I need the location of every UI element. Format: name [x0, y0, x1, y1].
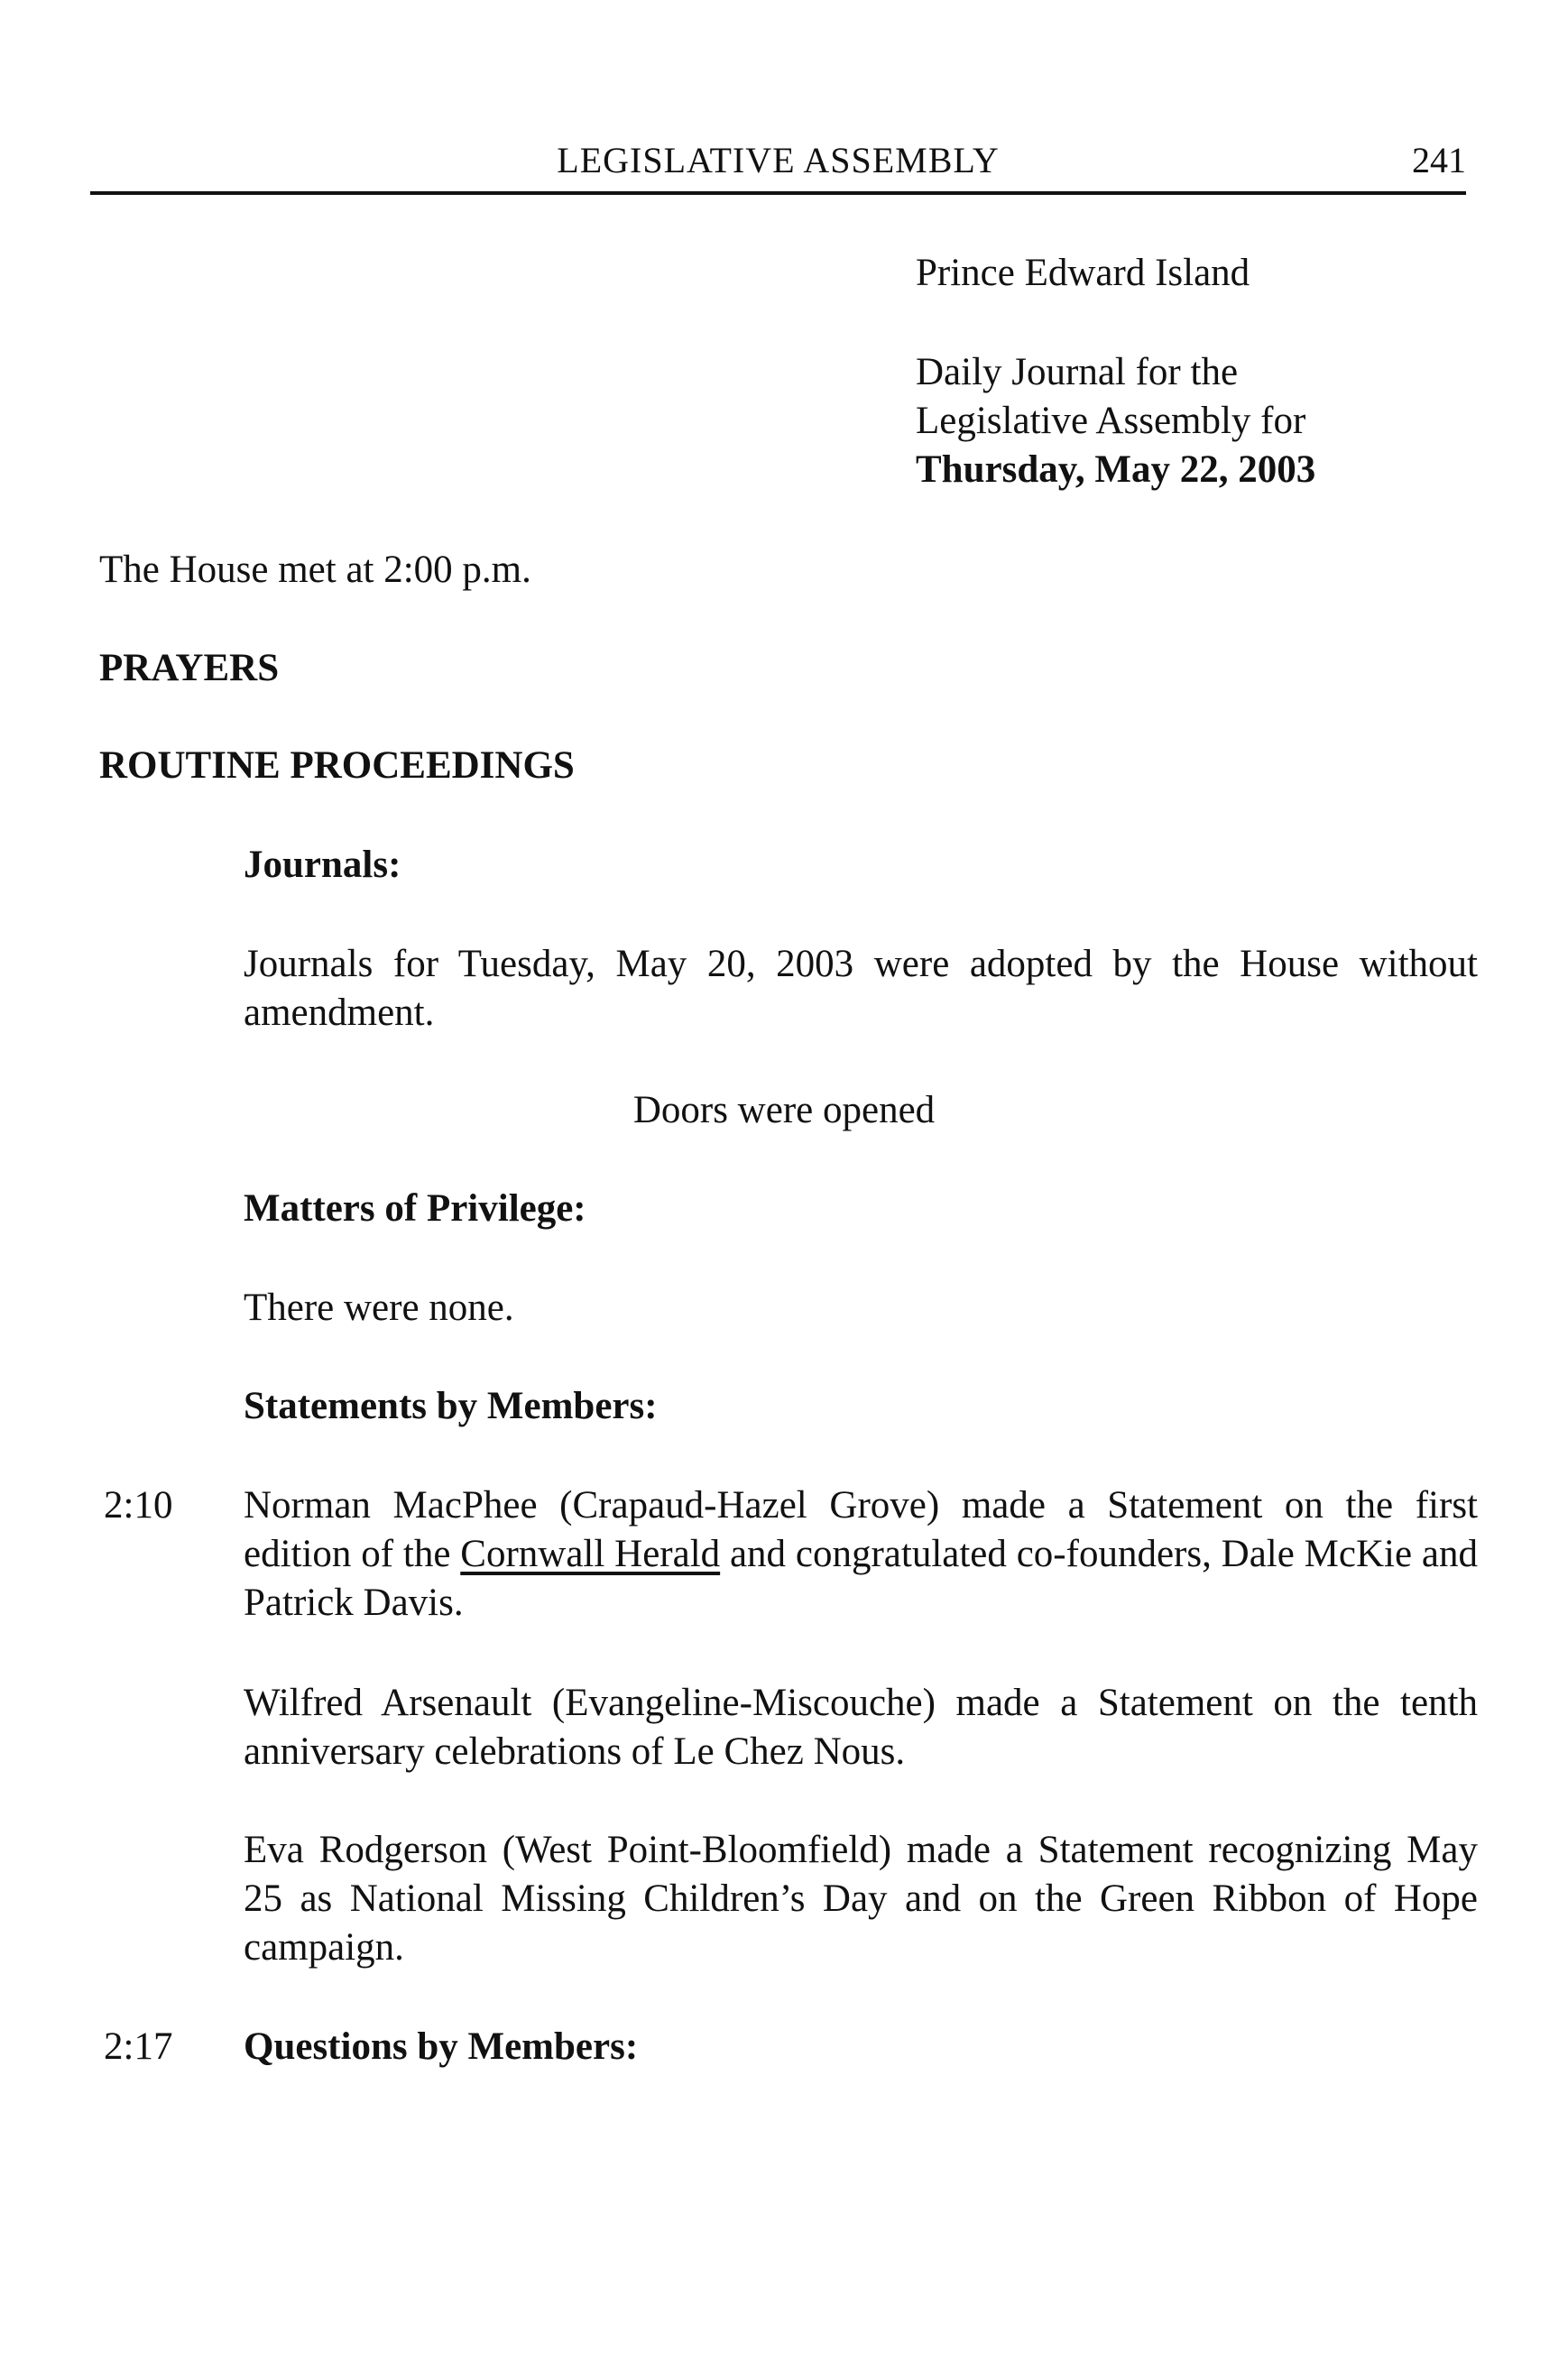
privilege-heading: Matters of Privilege: — [244, 1187, 586, 1230]
routine-proceedings-heading: ROUTINE PROCEEDINGS — [99, 744, 575, 787]
questions-time: 2:17 — [104, 2025, 173, 2068]
sitting-date: Thursday, May 22, 2003 — [916, 448, 1316, 491]
journals-heading: Journals: — [244, 844, 401, 886]
statement-item: Wilfred Arsenault (Evangeline-Miscouche) made a Statement on the tenth anniversary celebrations of Le Chez Nous. — [244, 1682, 1478, 1773]
statement-text-after: and congratulated co-founders, Dale McKie and Patrick Davis. — [244, 1533, 1478, 1624]
statement-item — [244, 1481, 1478, 1628]
publication-title: Cornwall Herald — [460, 1533, 721, 1575]
privilege-text: There were none. — [244, 1287, 514, 1329]
doors-opened-line: Doors were opened — [632, 1089, 936, 1131]
running-title: LEGISLATIVE ASSEMBLY — [557, 140, 1000, 180]
journals-text: Journals for Tuesday, May 20, 2003 were adopted by the House without amendment. — [244, 943, 1478, 1034]
page-number: 241 — [1412, 140, 1466, 180]
journal-line-1: Daily Journal for the — [916, 351, 1239, 393]
running-header — [90, 135, 1466, 195]
province-name: Prince Edward Island — [916, 252, 1250, 294]
questions-heading: Questions by Members: — [244, 2025, 639, 2068]
prayers-heading: PRAYERS — [99, 647, 280, 689]
statement-item: Eva Rodgerson (West Point-Bloomfield) made a Statement recognizing May 25 as National Missing Children’s Day and on the Green Ribbon of Hope campaign. — [244, 1829, 1478, 1969]
statements-heading: Statements by Members: — [244, 1385, 658, 1427]
house-met-line: The House met at 2:00 p.m. — [99, 549, 531, 591]
statement-text-before: Norman MacPhee (Crapaud-Hazel Grove) made a Statement on the first edition of the — [244, 1484, 1478, 1575]
journal-line-2: Legislative Assembly for — [916, 400, 1306, 442]
statement-time: 2:10 — [104, 1484, 173, 1527]
